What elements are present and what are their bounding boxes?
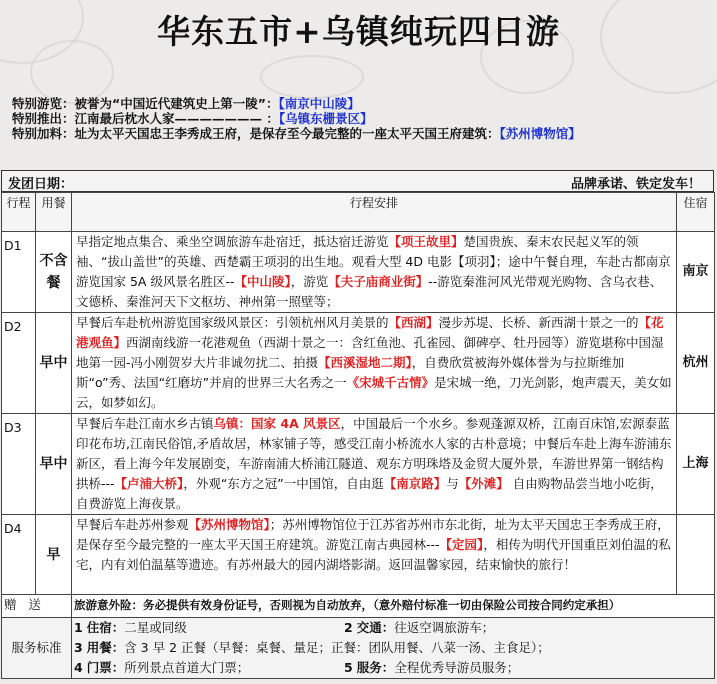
service-label: 服务标准 [2,618,72,679]
description-text: 漫步苏堤、长桥、新西湖十景之一的 [438,315,639,330]
meal-info: 早中 [36,414,72,515]
attraction-highlight: 【卢浦大桥】 [114,476,184,491]
table-header-row [2,193,715,232]
description-text: 早餐后车赴苏州参观 [76,517,189,532]
special-highlights [12,96,581,141]
day-number: D4 [2,515,36,595]
overnight-city [677,515,715,595]
description-text: ，自费欣赏被海外媒体誉为与拉斯维加斯“o”秀、法国“红磨坊”并肩的世界三大名秀之一 [76,355,625,390]
attraction-highlight: 【中山陵】 [234,274,291,289]
page-title: 华东五市+乌镇纯玩四日游 [157,12,560,51]
attraction-highlight: 【南京路】 [383,476,447,491]
service-item: 1 住宿：二星或同级 [74,620,187,635]
meal-info: 早中 [36,313,72,414]
description-text: 西湖南线游一花港观鱼（西湖十景之一：含红鱼池、孔雀园、御碑亭、牡丹园等）游览堪称中国湿地第一园-冯小刚贺岁大片非诚勿扰二、拍摄 [76,335,664,370]
gift-text: 旅游意外险：务必提供有效身份证号，否则视为自动放弃，（意外赔付标准一切由保险公司按合同约定承担） [72,595,715,618]
service-item: 5 服务：全程优秀导游员服务； [344,660,520,675]
day-number: D2 [2,313,36,414]
description-text: ，游览 [290,274,329,289]
day-description [72,232,677,313]
overnight-city: 上海 [677,414,715,515]
overnight-city: 南京 [677,232,715,313]
day-description [72,313,677,414]
brand-slogan: 品牌承诺、铁定发车！ [570,177,701,192]
special-row: 特别推出：江南最后枕水人家——————— ：【乌镇东栅景区】 [12,111,373,126]
service-item: 3 用餐：含 3 早 2 正餐（早餐：桌餐、量足；正餐：团队用餐、八菜一汤、主食足）； [74,640,550,655]
description-text: 自由购物品尝当地小吃街，自费游览上海夜景。 [76,476,663,511]
day-row [2,515,715,595]
meal-info: 不含餐 [36,232,72,313]
description-text: 与 [446,476,459,491]
attraction-highlight: 【西湖】 [388,315,439,330]
description-text: --游览秦淮河风光带观光购物、含乌衣巷、文德桥、秦淮河天下文枢坊、神州第一照壁等； [76,274,663,309]
attraction-highlight: 乌镇：国家 4A 风景区 [213,416,341,431]
description-text: 楚国贵族、秦末农民起义军的领袖、“拔山盖世”的英雄、西楚霸王项羽的出生地。观看大型 4D 电影【项羽】；途中午餐自理，车赴古都南京游览国家 5A 级风景名胜区-- [76,234,671,289]
description-text: 早餐后车赴杭州游览国家级风景区：引领杭州风月美景的 [76,315,389,330]
service-row [2,618,715,679]
special-row: 特别游览：被誉为“中国近代建筑史上第一陵”：【南京中山陵】 [12,96,360,111]
day-number: D1 [2,232,36,313]
header-city: 住宿 [677,193,715,232]
description-text: 是宋城一绝，刀光剑影，炮声震天，美女如云，如梦如幻。 [76,375,672,410]
attraction-highlight: 【夫子庙商业街】 [328,274,429,289]
service-details [72,618,715,679]
header-schedule: 行程安排 [72,193,677,232]
service-item: 2 交通：往返空调旅游车； [344,620,495,635]
description-text: ；苏州博物馆位于江苏省苏州市东北街，址为太平天国忠王李秀成王府，是保存至今最完整的一座太平天国王府建筑。游览江南古典园林--- [76,517,670,552]
description-text: 早餐后车赴江南水乡古镇 [76,416,214,431]
departure-bar [1,170,714,192]
description-text: ，外观“东方之冠”一中国馆，自由逛 [183,476,384,491]
description-text: ，中国最后一个水乡。参观蓬源双桥，江南百床馆,宏源泰蓝印花布坊,江南民俗馆,矛盾故居，林家铺子等，感受江南小桥流水人家的古朴意境；中餐后车赴上海车游浦东新区，看上海今年发展剧变，车游南浦大桥浦江隧道、观东方明珠塔及金贸大厦外景，车游世界第一钢结构拱桥--- [76,416,672,491]
attraction-highlight: 【定园】 [439,537,484,552]
attraction-highlight: 【外滩】 [458,476,509,491]
attraction-highlight: 《宋城千古情》 [346,375,435,390]
day-row [2,414,715,515]
departure-label: 发团日期： [8,177,74,192]
attraction-highlight: 【项王故里】 [388,234,464,249]
day-description [72,414,677,515]
day-row [2,313,715,414]
attraction-highlight: 【西溪湿地二期】 [318,355,412,370]
service-item: 4 门票：所列景点首道大门票； [74,660,250,675]
description-text: 早指定地点集合、乘坐空调旅游车赴宿迁，抵达宿迁游览 [76,234,389,249]
meal-info: 早 [36,515,72,595]
header-meal: 用餐 [36,193,72,232]
day-description [72,515,677,595]
attraction-highlight: 【花港观鱼】 [76,315,664,350]
day-row [2,232,715,313]
gift-row [2,595,715,618]
overnight-city: 杭州 [677,313,715,414]
itinerary-table [1,192,715,679]
description-text: ，相传为明代开国重臣刘伯温的私宅，内有刘伯温墓等遗迹。有苏州最大的园内湖塔影湖。返回温馨家园，结束愉快的旅行！ [76,537,671,572]
day-number: D3 [2,414,36,515]
attraction-highlight: 【苏州博物馆】 [188,517,270,532]
special-row: 特别加料：址为太平天国忠王李秀成王府，是保存至今最完整的一座太平天国王府建筑：【苏州博物馆】 [12,126,581,141]
gift-label: 赠 送 [2,595,72,618]
header-day: 行程 [2,193,36,232]
